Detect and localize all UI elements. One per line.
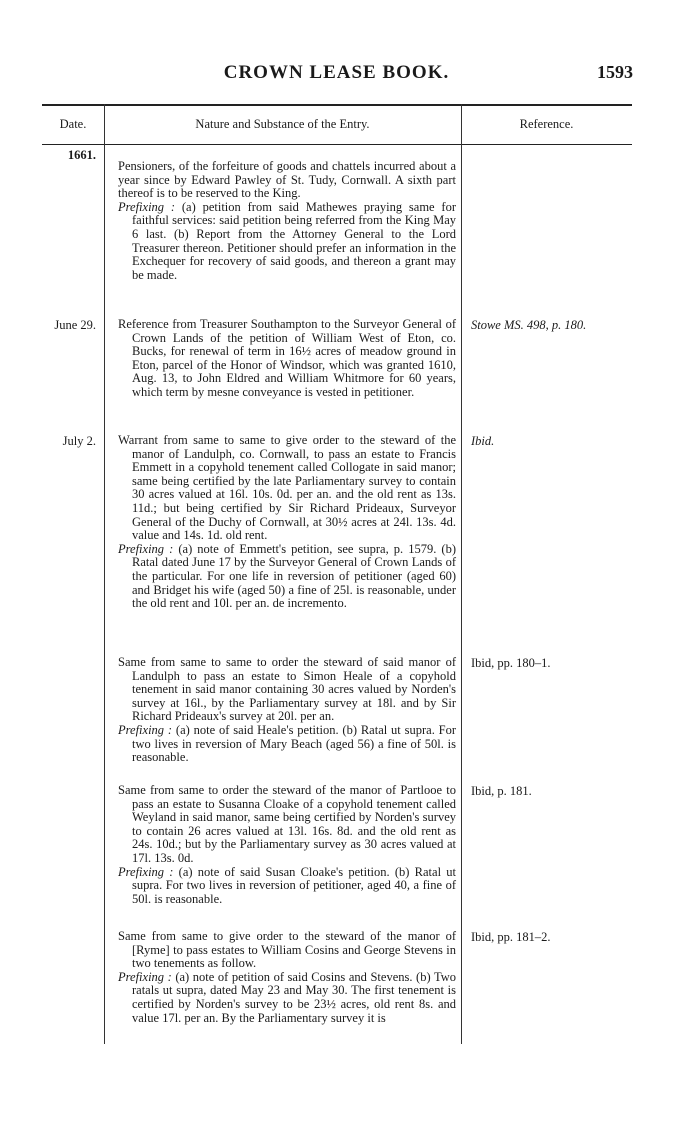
page-title: CROWN LEASE BOOK. <box>223 62 450 83</box>
entry-6-text: Same from same to give order to the steward of the manor of [Ryme] to pass estates to William Cosins and George Stevens in two tenements as follow. <box>118 929 456 971</box>
page-number: 1593 <box>597 62 633 82</box>
column-header-date: Date. <box>59 117 87 131</box>
entry-5 <box>118 784 456 906</box>
prefix-text: (a) petition from said Mathewes praying same for faithful services: said petition being referred from the King May 6 last. (b) Report from the Attorney General to the Lord Treasurer thereon. Petitioner should prefer an information in the Exchequer for recovery of said goods, and thereon a grant may be made. <box>132 199 457 282</box>
prefix-label: Prefixing : <box>118 722 173 737</box>
entry-6 <box>118 930 456 1025</box>
entry-4-text: Same from same to same to order the steward of said manor of Landulph to pass an estate to Simon Heale of a copyhold tenement in said manor containing 30 acres valued by Norden's survey at 16l., by the Parliamentary survey at 18l. and by Sir Richard Prideaux's survey at 20l. per an. <box>118 655 456 724</box>
column-divider-left <box>104 104 105 1044</box>
entry-3-date: July 2. <box>62 434 96 448</box>
entry-6-reference: Ibid, pp. 181–2. <box>471 930 551 944</box>
entry-5-prefix <box>118 866 456 907</box>
column-header-entry: Nature and Substance of the Entry. <box>195 117 370 131</box>
entry-2-date: June 29. <box>54 318 96 332</box>
column-divider-right <box>461 104 462 1044</box>
prefix-label: Prefixing : <box>118 864 174 879</box>
prefix-text: (a) note of petition of said Cosins and Stevens. (b) Two ratals ut supra, dated May 23 and May 30. The first tenement is certified by Norden's survey to be 23½ acres, old rent 8s. and value 17l. per an. By the Parliamentary survey it is <box>132 969 456 1025</box>
page-header <box>0 62 673 92</box>
entry-1-text: Pensioners, of the forfeiture of goods and chattels incurred about a year since by Edward Pawley of St. Tudy, Cornwall. A sixth part thereof is to be reserved to the King. <box>118 159 456 201</box>
prefix-text: (a) note of said Heale's petition. (b) Ratal ut supra. For two lives in reversion of Mary Beach (aged 56) a fine of 50l. is reasonable. <box>132 722 457 765</box>
prefix-label: Prefixing : <box>118 199 176 214</box>
table-top-rule <box>42 104 632 106</box>
prefix-label: Prefixing : <box>118 541 174 556</box>
entry-1-prefix <box>118 201 456 283</box>
entry-4 <box>118 656 456 765</box>
entry-2 <box>118 318 456 400</box>
prefix-text: (a) note of said Susan Cloake's petition. (b) Ratal ut supra. For two lives in reversion of petitioner, aged 40, a fine of 50l. is reasonable. <box>132 864 457 906</box>
year-label: 1661. <box>67 148 96 162</box>
prefix-text: (a) note of Emmett's petition, see supra, p. 1579. (b) Ratal dated June 17 by the Surveyor General of Crown Lands of the particular. For one life in reversion of petitioner (aged 60) and Bridget his wife (aged 50) a fine of 25l. is reasonable, under the old rent and 10l. per an. de incremento. <box>132 541 456 611</box>
entry-3 <box>118 434 456 611</box>
entry-3-prefix <box>118 543 456 611</box>
entry-2-reference: Stowe MS. 498, p. 180. <box>471 318 587 332</box>
header-bottom-rule <box>42 144 632 145</box>
entry-3-text: Warrant from same to same to give order to the steward of the manor of Landulph, co. Cornwall, to pass an estate to Francis Emmett in a copyhold tenement called Collogate in said manor; same being certified by the late Parliamentary survey to contain 30 acres valued at 16l. 10s. 0d. per an. and the old rent as 13s. 11d.; but being certified by Sir Richard Prideaux, Surveyor General of the Duchy of Cornwall, at 30½ acres at 24l. 13s. 4d. value and 14s. 1d. old rent. <box>118 433 456 543</box>
entry-4-prefix <box>118 724 456 765</box>
prefix-label: Prefixing : <box>118 969 172 984</box>
entry-2-text: Reference from Treasurer Southampton to the Surveyor General of Crown Lands of the petition of William West of Eton, co. Bucks, for renewal of term in 16½ acres of meadow ground in Eton, parcel of the Honor of Windsor, which was granted 1610, Aug. 13, to John Eldred and William Whitmore for 60 years, which term by mesne conveyance is vested in petitioner. <box>118 317 456 399</box>
entry-6-prefix <box>118 971 456 1025</box>
entry-4-reference: Ibid, pp. 180–1. <box>471 656 551 670</box>
entry-1 <box>118 160 456 282</box>
entry-5-text: Same from same to order the steward of the manor of Partlooe to pass an estate to Susanna Cloake of a copyhold tenement called Weyland in said manor, same being certified by Norden's survey to contain 26 acres valued at 13l. 16s. 8d. and the old rent as 24s. 10d.; but by the Parliamentary survey as 30 acres valued at 17l. 13s. 0d. <box>118 783 456 865</box>
column-header-reference: Reference. <box>519 117 574 131</box>
entry-5-reference: Ibid, p. 181. <box>471 784 532 798</box>
entry-3-reference: Ibid. <box>471 434 495 448</box>
